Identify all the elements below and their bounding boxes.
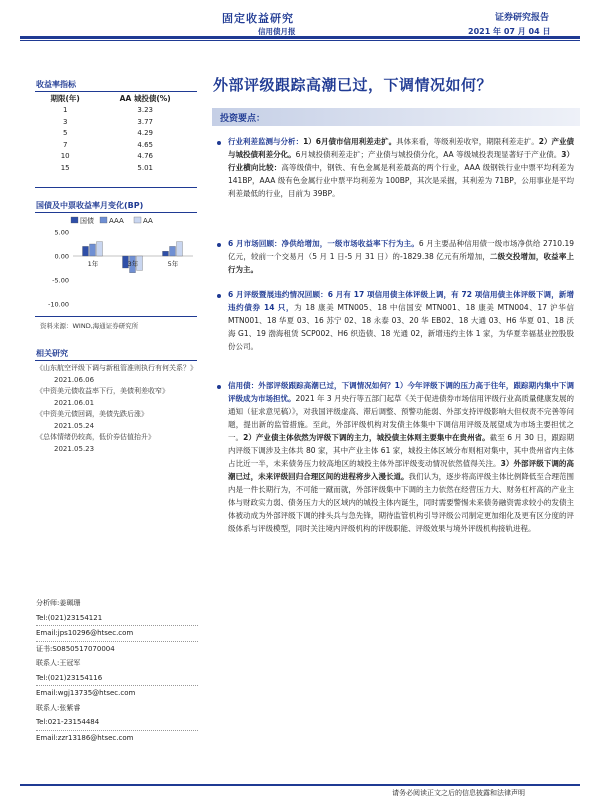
y-tick-label: 0.00 — [54, 252, 69, 261]
points-label: 投资要点： — [220, 114, 266, 124]
para-bold: 3）外部评级下调的高潮已过，未来评级回归合理区间的进程将步入漫长道。 — [228, 459, 574, 481]
para-bold: 二级交投增加，收益率上行为主。 — [228, 252, 574, 274]
related-title[interactable]: 《总体情绪仍较高，低价券估值抬升》 — [36, 433, 155, 441]
para-text: 具体来看，等级利差收窄，期限利差走扩。 — [396, 137, 539, 146]
para-market — [228, 237, 574, 276]
analyst-name: 分析师:姜珮珊 — [36, 599, 81, 607]
header-rule — [20, 36, 580, 39]
bullet-icon — [217, 243, 221, 247]
para-text: 截至 6 月 30 日，跟踪期内评级下调涉及主体共 80 家，其中产业主体 61 家，城投主体区域分布则相对集中，其中贵州省内主体占比近一半，未来债务压力较高地区的城投主体外部评级变动情况依然值得关注。 — [228, 433, 575, 468]
para-text: 为 18 康美 MTN005、18 中信国安 MTN001、18 康美 MTN004、17 沪华信 MTN001、18 华夏 03、16 苏宁 02、18 永泰 03、20 华 EB02、18 大通 03、H6 华夏 01、18 沃海 G1、19 渤海租赁 SCP002、H6 织造债、18 光通 02，新增违约主体 1 家，为华夏幸福基业控股股份公司。 — [228, 303, 574, 351]
legend-label: AA — [143, 217, 153, 225]
yield-rule-bottom — [35, 187, 197, 188]
related-title[interactable]: 《中资美元债回调，美债先跌后涨》 — [36, 410, 148, 418]
related-date: 2021.05.24 — [54, 421, 95, 430]
related-date: 2021.06.06 — [54, 375, 95, 384]
bar — [163, 251, 169, 256]
cell: 15 — [60, 163, 70, 172]
yield-change-chart — [33, 214, 199, 314]
cell: 10 — [60, 152, 70, 161]
bar — [90, 244, 96, 256]
header-rule-thin — [20, 40, 580, 41]
legend-swatch — [100, 217, 107, 223]
yield-header-aa: AA 城投债(%) — [119, 94, 171, 104]
para-rating — [228, 288, 574, 353]
bar — [170, 246, 176, 256]
related-label: 相关研究 — [36, 349, 68, 358]
table-row — [36, 116, 196, 128]
legend-swatch — [71, 217, 78, 223]
report-category: 证券研究报告 — [495, 13, 550, 23]
footer-disclaimer: 请务必阅读正文之后的信息披露和法律声明 — [392, 789, 525, 797]
cell: 3 — [62, 117, 68, 126]
cell: 3.77 — [137, 117, 153, 126]
cell: 4.65 — [137, 140, 153, 149]
para-credit — [228, 379, 574, 535]
para-bold: 2）产业债与城投债利差分化。 — [228, 137, 575, 159]
cell: 5.01 — [137, 163, 153, 172]
yield-label: 收益率指标 — [36, 80, 76, 89]
related-item[interactable] — [36, 432, 198, 455]
table-row — [36, 139, 196, 151]
chart-rule-top — [35, 212, 197, 213]
legend-swatch — [134, 217, 141, 223]
analyst-email[interactable]: Email:jps10296@htsec.com — [36, 625, 198, 641]
para-text: 6月城投债利差走扩；产业债与城投债分化，AA 等级城投表现显著好于产业债。 — [295, 150, 562, 159]
cell: 1 — [62, 106, 68, 115]
analyst-tel: Tel:(021)23154121 — [36, 613, 103, 622]
para-lead: 行业利差监测与分析： — [228, 137, 304, 146]
report-subtype: 信用债月报 — [258, 27, 296, 36]
bar — [97, 242, 103, 256]
related-title[interactable]: 《山东航空评级下调与新租管准则执行有何关系？》 — [36, 364, 197, 372]
legend-label: AAA — [109, 217, 124, 225]
y-tick-label: -10.00 — [48, 300, 69, 309]
cell: 3.23 — [137, 106, 153, 115]
points-header-bar — [212, 108, 580, 126]
page-title: 外部评级跟踪高潮已过，下调情况如何？ — [213, 76, 493, 94]
chart-rule-bottom — [35, 316, 197, 317]
cell: 4.76 — [137, 152, 153, 161]
yield-table — [36, 93, 196, 174]
x-tick-label: 1年 — [87, 260, 99, 268]
bullet-icon — [217, 141, 221, 145]
para-lead: 信用债：外部评级跟踪高潮已过，下调情况如何？1）今年评级下调的压力高于往年，跟踪期内集中下调评级成为市场担忧。 — [228, 381, 574, 403]
bar — [83, 246, 89, 256]
x-tick-label: 3年 — [127, 260, 139, 268]
cell: 5 — [62, 129, 68, 138]
related-item[interactable] — [36, 409, 198, 432]
para-bold: 3）行业横向比较： — [228, 150, 575, 172]
legend-label: 国债 — [80, 217, 94, 225]
para-text: 2021 年 3 月央行等五部门起草《关于促进债券市场信用评级行业高质量健康发展的通知（征求意见稿）》，对我国评级虚高、滞后调整、预警功能弱、外部支持评级影响大但权责不完善等问题，提出新的监管措施。至此，外部评级机构对发债主体集中下调信用评级及展望成为市场主要担忧之一。 — [228, 394, 575, 442]
yield-rule-top — [35, 91, 197, 92]
contact-name: 联系人:张紫睿 — [36, 703, 81, 712]
table-row — [36, 162, 196, 174]
table-row — [36, 151, 196, 163]
para-text: 6 月主要品种信用债一级市场净供给 2710.19 亿元，较前一个交易月（5 月 1 日-5 月 31 日）的-1829.38 亿元有所增加， — [228, 239, 574, 261]
bullet-icon — [217, 294, 221, 298]
related-list — [36, 363, 198, 455]
related-rule — [35, 360, 197, 361]
x-tick-label: 5年 — [167, 260, 179, 268]
para-lead: 6 月市场回顾：净供给增加，一级市场收益率下行为主。 — [228, 239, 419, 248]
para-text: 高等级债中，钢铁、有色金属是利差最高的两个行业，AAA 级钢铁行业中票平均利差为 141BP，AAA 级有色金属行业中票平均利差为 100BP，其次是采掘，其利差为 71BP，公用事业是平均利差最低的行业，目前为 39BP。 — [228, 163, 575, 198]
para-lead: 6 月评级暨展违约情况回顾：6 月有 17 项信用债主体评级上调，有 72 项信用债主体评级下调，新增违约债券 14 只， — [228, 290, 574, 312]
para-text: 我们认为，逐步将高评级主体比例降低至合理范围内是一件长期行为，不可能一蹴而就，外部评级集中下调的主力依然在经营压力大、财务杠杆高的产业主体与财政实力弱、债务压力大的区域内的城投主体内诞生，同时需要警惕未来债务融资需求较小的发债主体被动成为外部评级下调的排头兵与急先锋，期待监管机构引导评级公司制定更加细化及更有区分度的评级体系与评级模型，同时关注境内评级机构的评级职能、评级效果与境外评级机构接轨进程。 — [228, 472, 575, 533]
table-row — [36, 105, 196, 117]
contact-name: 联系人:王冠军 — [36, 659, 81, 667]
related-item[interactable] — [36, 363, 198, 386]
report-type: 固定收益研究 — [222, 12, 294, 25]
para-spread — [228, 135, 574, 200]
analyst-cert: 证书:S0850517070004 — [36, 641, 198, 657]
contact-tel: Tel:(021)23154116 — [36, 673, 103, 682]
related-date: 2021.06.01 — [54, 398, 95, 407]
related-item[interactable] — [36, 386, 198, 409]
para-bold: 2）产业债主体依然为评级下调的主力，城投债主体则主要集中在贵州省。 — [243, 433, 490, 442]
contacts — [36, 596, 198, 745]
table-row — [36, 128, 196, 140]
report-date: 2021 年 07 月 04 日 — [468, 27, 551, 36]
y-tick-label: -5.00 — [52, 276, 69, 285]
footer-rule — [20, 784, 580, 786]
bar — [177, 242, 183, 256]
related-date: 2021.05.23 — [54, 444, 95, 453]
contact-tel: Tel:021-23154484 — [36, 718, 100, 726]
bullet-icon — [217, 385, 221, 389]
cell: 7 — [62, 140, 68, 149]
contact-email[interactable]: Email:zzr13186@htsec.com — [36, 730, 198, 746]
chart-label: 国债及中票收益率月变化(BP) — [36, 201, 144, 210]
related-title[interactable]: 《中资美元债收益率下行，美债利差收窄》 — [36, 387, 169, 395]
contact-email[interactable]: Email:wgj13735@htsec.com — [36, 685, 198, 701]
y-tick-label: 5.00 — [54, 228, 69, 237]
chart-source: 资料来源：WIND,海通证券研究所 — [40, 322, 139, 330]
yield-header-term: 期限(年) — [50, 94, 80, 104]
para-bold: 1）6月债市信用利差走扩。 — [303, 137, 397, 146]
cell: 4.29 — [137, 129, 153, 138]
